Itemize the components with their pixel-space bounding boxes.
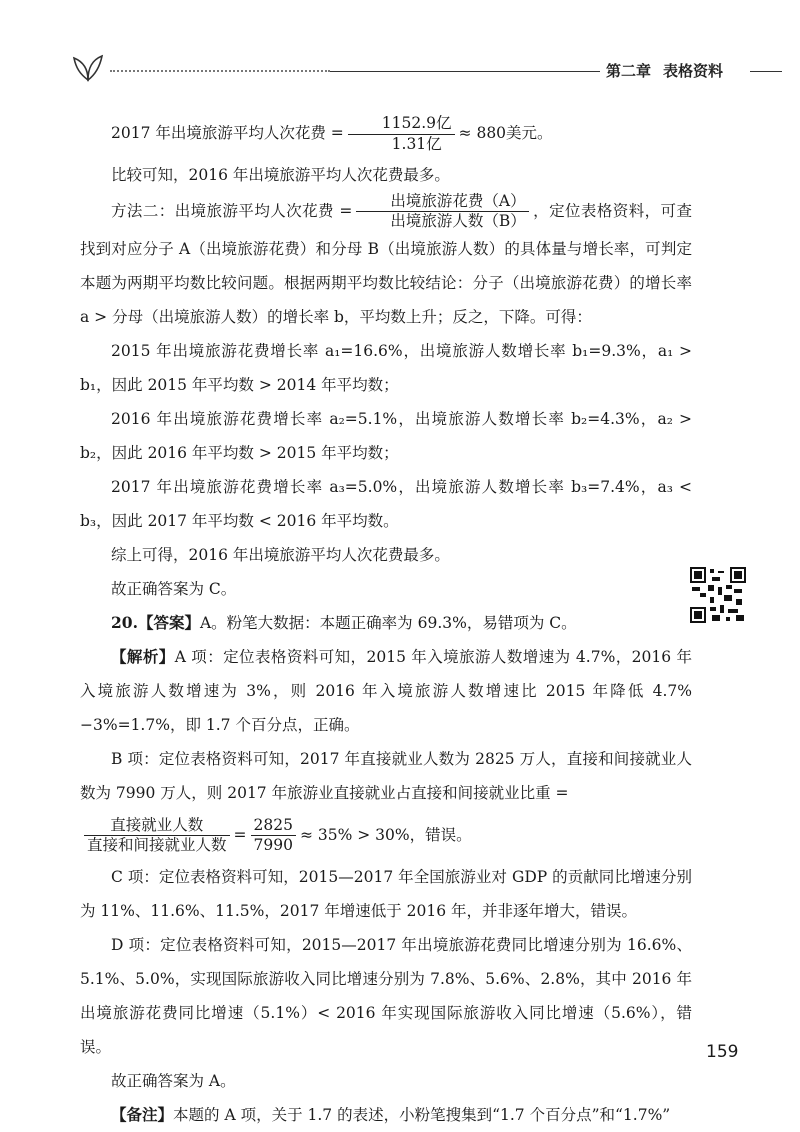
- summary: 综上可得，2016 年出境旅游平均人次花费最多。: [111, 545, 450, 564]
- analysis-item-c: C 项：定位表格资料可知，2015—2017 年全国旅游业对 GDP 的贡献同比增速分别为 11%、11.6%、11.5%，2017 年增速低于 2016 年，并非逐年增大，错误。: [80, 867, 692, 920]
- method-two-paragraph: 方法二：出境旅游平均人次花费 = $\frac{\text{出境旅游花费（A）}}{\text{出境旅游人数（B）}}$ ，定位表格资料，可查找到对应分子 A（出境旅游花费）和分母 B（出境旅游人数）的具体量与增长率，可判定本题为两期平均数比较问题。根据两期平均数比较结论：分子（出境旅游花费）的增长率 a > 分母（出境旅游人数）的增长率 b，平均数上升；反之，下降。可得：: [80, 192, 692, 326]
- page-body: [80, 108, 692, 1132]
- paragraph-2017: 2017 年出境旅游花费增长率 a₃=5.0%，出境旅游人数增长率 b₃=7.4%，a₃ < b₃，因此 2017 年平均数 < 2016 年平均数。: [80, 477, 692, 530]
- answer-20: 故正确答案为 A。: [111, 1071, 236, 1090]
- analysis-item-a: 【解析】A 项：定位表格资料可知，2015 年入境旅游人数增速为 4.7%，2016 年入境旅游人数增速为 3%，则 2016 年入境旅游人数增速比 2015 年降低 4.7%−3%=1.7%，即 1.7 个百分点，正确。: [80, 646, 692, 734]
- header-rule-right: [750, 71, 782, 72]
- header-dotted-rule: [110, 70, 330, 72]
- leaf-icon: [70, 52, 106, 82]
- analysis-item-d: D 项：定位表格资料可知，2015—2017 年出境旅游花费同比增速分别为 16.6%、5.1%、5.0%，实现国际旅游收入同比增速分别为 7.8%、5.6%、2.8%，其中 2016 年出境旅游花费同比增速（5.1%）< 2016 年实现国际旅游收入同比增速（5.6%），错误。: [80, 935, 692, 1056]
- fraction: $\frac{\text{直接就业人数}}{\text{直接和间接就业人数}}$: [84, 816, 230, 856]
- fraction: $\frac{\text{出境旅游花费（A）}}{\text{出境旅游人数（B）}}$: [356, 192, 528, 232]
- fraction: $\frac{2825}{7990}$: [251, 816, 296, 856]
- formula-ratio: $\frac{\text{直接就业人数}}{\text{直接和间接就业人数}}$ = $\frac{2825}{7990}$ ≈ 35% > 30%，错误。: [80, 810, 692, 860]
- note: 【备注】本题的 A 项，关于 1.7 的表述，小粉笔搜集到“1.7 个百分点”和“1.7%”: [111, 1104, 671, 1124]
- formula-2017: 2017 年出境旅游平均人次花费 = $\frac{\text{1152.9亿}}{\text{1.31亿}}$ ≈ 880美元。: [111, 114, 553, 153]
- analysis-item-b: B 项：定位表格资料可知，2017 年直接就业人数为 2825 万人，直接和间接就业人数为 7990 万人，则 2017 年旅游业直接就业占直接和间接就业比重 =: [80, 749, 692, 802]
- chapter-number: 第二章: [606, 62, 652, 80]
- question-20-answer: 20.【答案】A。粉笔大数据：本题正确率为 69.3%，易错项为 C。: [111, 612, 577, 632]
- paragraph-2015: 2015 年出境旅游花费增长率 a₁=16.6%，出境旅游人数增长率 b₁=9.3%，a₁ > b₁，因此 2015 年平均数 > 2014 年平均数；: [80, 341, 692, 394]
- fraction: $\frac{\text{1152.9亿}}{\text{1.31亿}}$: [348, 114, 455, 154]
- page-header: [70, 50, 782, 90]
- page-number: 159: [706, 1042, 739, 1062]
- header-rule: [330, 71, 600, 72]
- answer-19: 故正确答案为 C。: [111, 579, 237, 598]
- section-title: 表格资料: [663, 62, 724, 80]
- paragraph-2016: 2016 年出境旅游花费增长率 a₂=5.1%，出境旅游人数增长率 b₂=4.3%，a₂ > b₂，因此 2016 年平均数 > 2015 年平均数；: [80, 409, 692, 462]
- paragraph: 比较可知，2016 年出境旅游平均人次花费最多。: [111, 166, 450, 184]
- qr-code-icon[interactable]: [690, 567, 746, 623]
- chapter-title: [606, 60, 735, 81]
